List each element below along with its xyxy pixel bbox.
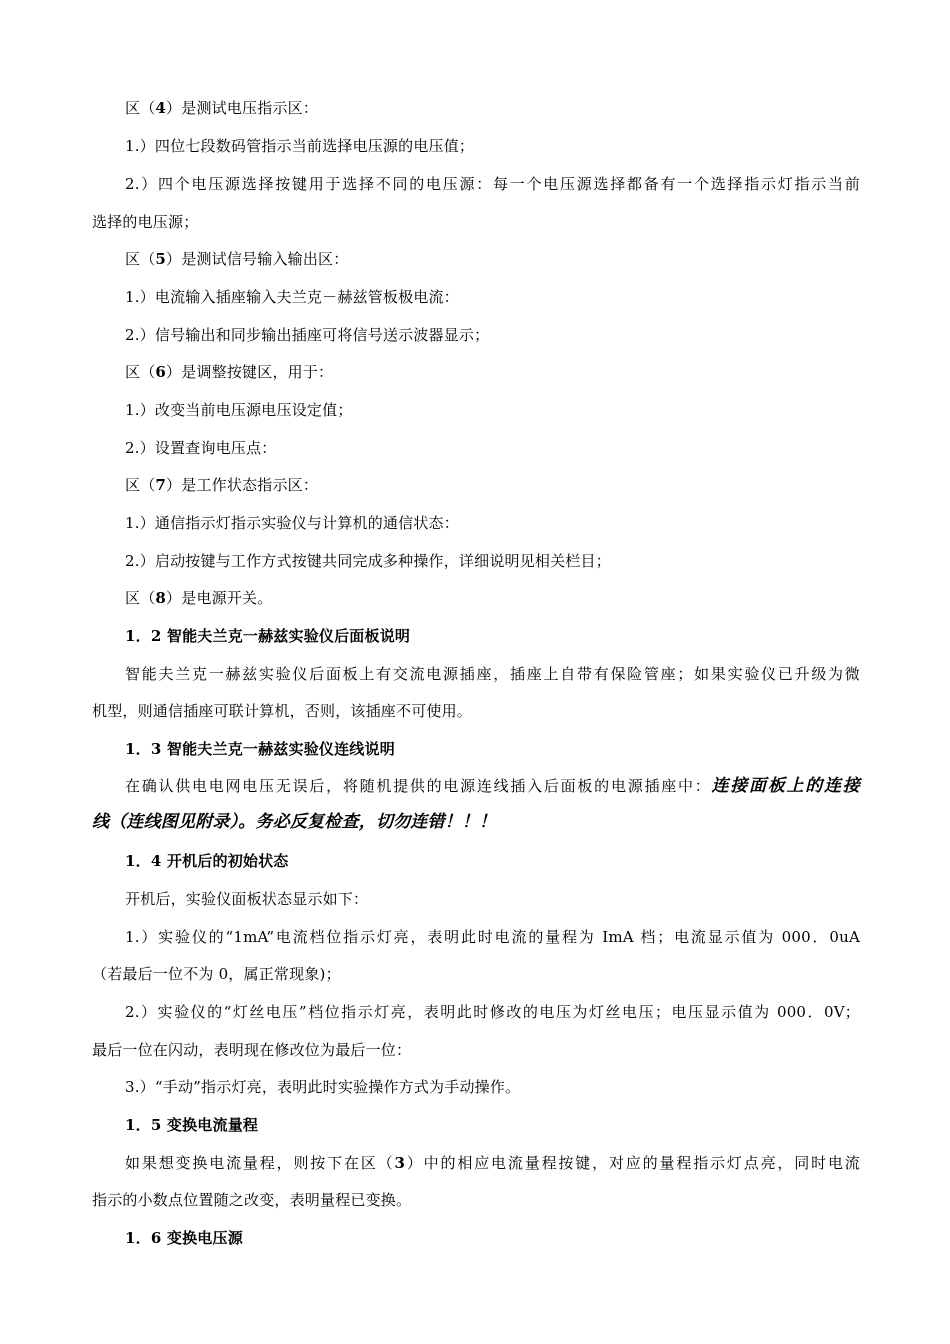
- section-1-4-item-1-cont: （若最后一位不为 0，属正常现象)；: [92, 965, 341, 983]
- zone-4-item-2: 2.）四个电压源选择按键用于选择不同的电压源：每一个电压源选择都备有一个选择指示灯指示当前: [125, 175, 860, 193]
- section-1-5-para-line-2: 指示的小数点位置随之改变，表明量程已变换。: [92, 1191, 412, 1209]
- section-1-4-title: 1．4 开机后的初始状态: [125, 852, 289, 870]
- zone-5-item-2: 2.）信号输出和同步输出插座可将信号送示波器显示；: [125, 326, 490, 344]
- section-1-6-title: 1．6 变换电压源: [125, 1229, 243, 1247]
- zone-8-heading: 区（8）是电源开关。: [125, 589, 273, 607]
- zone-6-item-1: 1.）改变当前电压源电压设定值；: [125, 401, 353, 419]
- zone-6-heading: 区（6）是调整按键区，用于：: [125, 363, 334, 381]
- section-1-4-item-1: 1.）实验仪的“1mA”电流档位指示灯亮，表明此时电流的量程为 ImA 档；电流显示值为 000．0uA: [125, 928, 860, 946]
- warning-text: 连接面板上的连接: [711, 776, 860, 796]
- section-1-2-para-line-2: 机型，则通信插座可联计算机，否则，该插座不可使用。: [92, 702, 473, 720]
- zone-7-item-2: 2.）启动按键与工作方式按键共同完成多种操作，详细说明见相关栏目；: [125, 552, 611, 570]
- section-1-4-item-2: 2.）实验仪的“灯丝电压”档位指示灯亮，表明此时修改的电压为灯丝电压；电压显示值为 000．0V；: [125, 1003, 860, 1021]
- section-1-4-item-3: 3.）“手动”指示灯亮，表明此时实验操作方式为手动操作。: [125, 1078, 521, 1096]
- section-1-3-warning-line-2: 线（连线图见附录）。务必反复检查，切勿连错！！！: [92, 812, 497, 832]
- zone-6-item-2: 2.）设置查询电压点：: [125, 439, 277, 457]
- zone-5-item-1: 1.）电流输入插座输入夫兰克－赫兹管板极电流：: [125, 288, 459, 306]
- section-1-5-para-line-1: 如果想变换电流量程，则按下在区（3）中的相应电流量程按键，对应的量程指示灯点亮，同时电流: [125, 1154, 860, 1172]
- zone-7-item-1: 1.）通信指示灯指示实验仪与计算机的通信状态：: [125, 514, 459, 532]
- section-1-4-intro: 开机后，实验仪面板状态显示如下：: [125, 890, 369, 908]
- section-1-3-title: 1．3 智能夫兰克一赫兹实验仪连线说明: [125, 740, 395, 758]
- section-1-2-title: 1．2 智能夫兰克一赫兹实验仪后面板说明: [125, 627, 411, 645]
- zone-7-heading: 区（7）是工作状态指示区：: [125, 476, 319, 494]
- zone-4-item-2-cont: 选择的电压源；: [92, 213, 199, 231]
- zone-4-heading: 区（4）是测试电压指示区：: [125, 99, 319, 117]
- zone-4-item-1: 1.）四位七段数码管指示当前选择电压源的电压值；: [125, 137, 475, 155]
- section-1-2-para-line-1: 智能夫兰克一赫兹实验仪后面板上有交流电源插座，插座上自带有保险管座；如果实验仪已升级为微: [125, 665, 860, 683]
- zone-5-heading: 区（5）是测试信号输入输出区：: [125, 250, 349, 268]
- section-1-4-item-2-cont: 最后一位在闪动，表明现在修改位为最后一位：: [92, 1041, 412, 1059]
- section-1-5-title: 1．5 变换电流量程: [125, 1116, 259, 1134]
- section-1-3-para-line-1: 在确认供电电网电压无误后，将随机提供的电源连线插入后面板的电源插座中：连接面板上的连接: [125, 776, 860, 796]
